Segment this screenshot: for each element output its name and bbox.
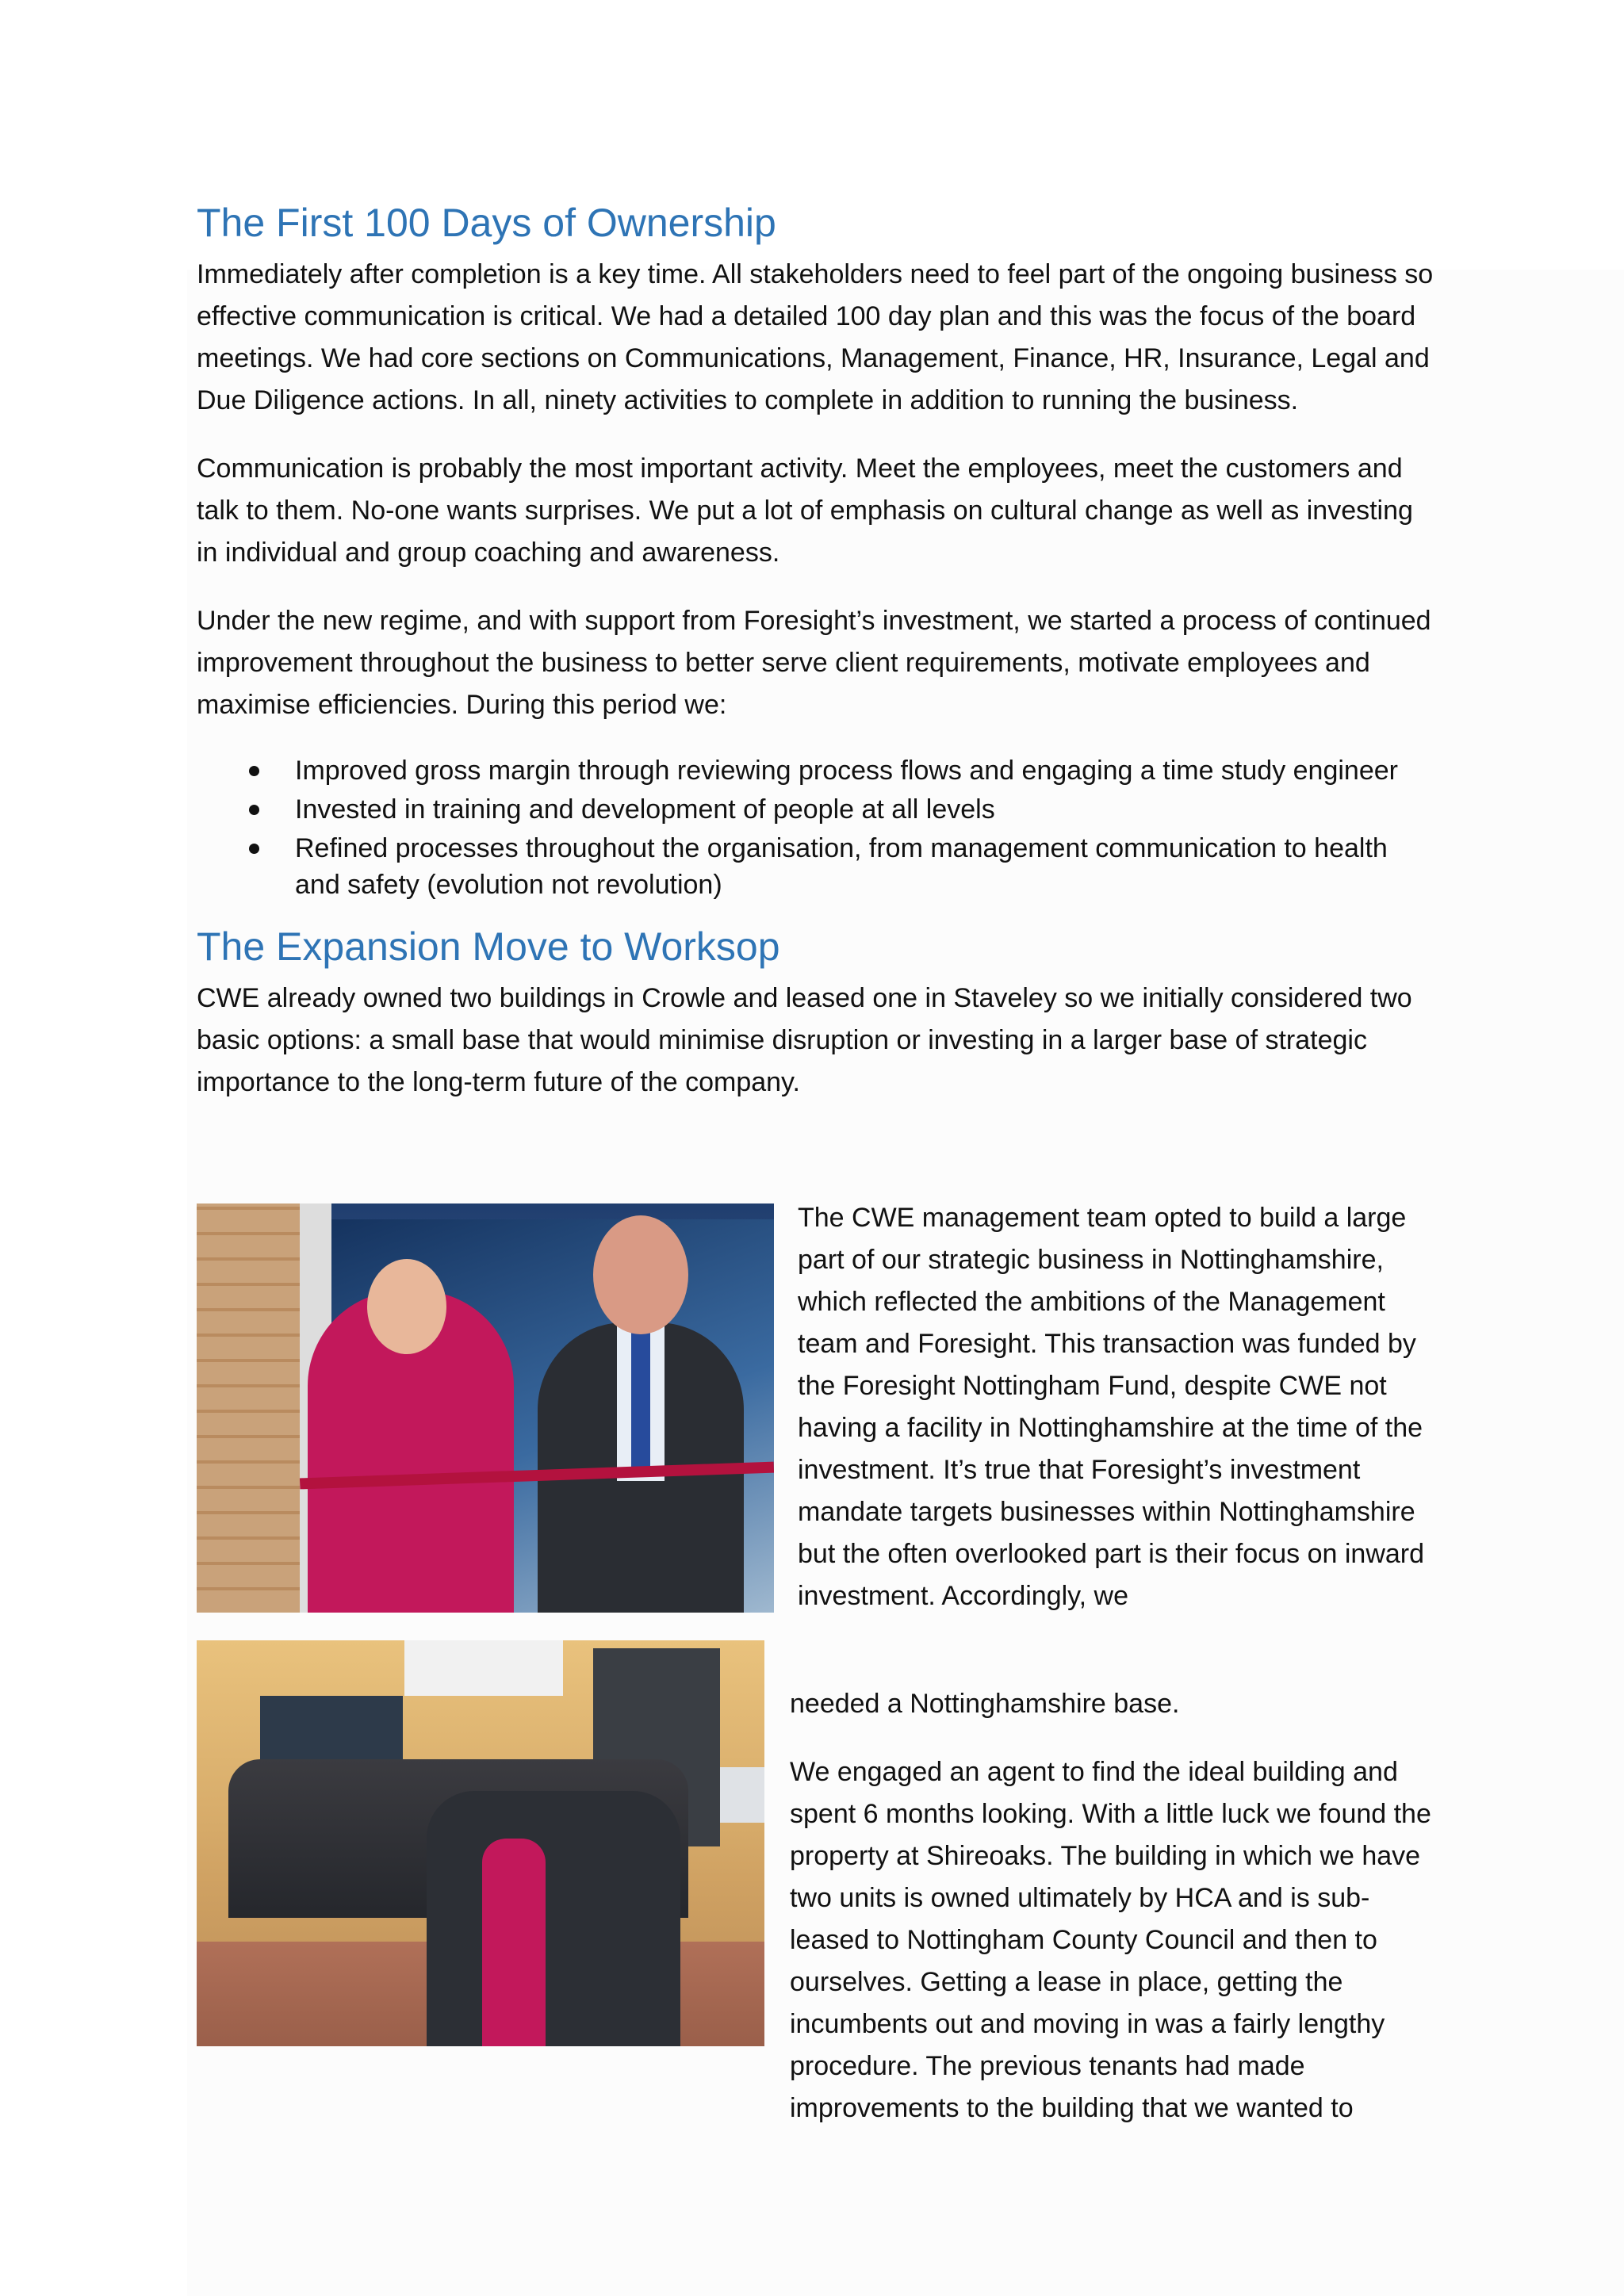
- bullet-icon: [249, 766, 259, 776]
- paragraph: Under the new regime, and with support from Foresight’s investment, we started a process of continued improvement throughout the business to better serve client requirements, motivate employees and maximise efficiencies. During this period we:: [197, 606, 1431, 720]
- list-item-text: Improved gross margin through reviewing process flows and engaging a time study engineer: [295, 756, 1398, 786]
- bullet-icon: [249, 844, 259, 854]
- section-heading-first-100-days: The First 100 Days of Ownership: [197, 201, 776, 245]
- list-item: [197, 830, 1434, 903]
- paragraph: Communication is probably the most important activity. Meet the employees, meet the customers and talk to them. No-one wants surprises. We put a lot of emphasis on cultural change as well as investing in individual and group coaching and awareness.: [197, 453, 1413, 568]
- list-item-text: Invested in training and development of people at all levels: [295, 794, 995, 825]
- list-item-text: Refined processes throughout the organisation, from management communication to health and safety (evolution not revolution): [295, 833, 1388, 900]
- section-heading-expansion: The Expansion Move to Worksop: [197, 924, 780, 969]
- paragraph-right-column-end: needed a Nottinghamshire base.: [790, 1689, 1180, 1719]
- paragraph: CWE already owned two buildings in Crowle and leased one in Staveley so we initially considered two basic options: a small base that would minimise disruption or investing in a larger base of strategic importance to the long-term future of the company.: [197, 983, 1412, 1097]
- group-photo: [197, 1640, 764, 2046]
- ribbon-cutting-photo: [197, 1203, 774, 1613]
- main-content: [197, 198, 1434, 1130]
- list-item: [197, 752, 1434, 789]
- list-item: [197, 791, 1434, 828]
- bullet-list: [197, 752, 1434, 903]
- bullet-icon: [249, 805, 259, 815]
- paragraph-right-column: We engaged an agent to find the ideal building and spent 6 months looking. With a little luck we found the property at Shireoaks. The building in which we have two units is owned ultimately by HCA and is sub-leased to Nottingham County Council and then to ourselves. Getting a lease in place, getting the incumbents out and moving in was a fairly lengthy procedure. The previous tenants had made improvements to the building that we wanted to: [790, 1757, 1431, 2123]
- paragraph-right-column: The CWE management team opted to build a large part of our strategic business in Nottinghamshire, which reflected the ambitions of the Management team and Foresight. This transaction was funded by the Foresight Nottingham Fund, despite CWE not having a facility in Nottinghamshire at the time of the investment. It’s true that Foresight’s investment mandate targets businesses within Nottinghamshire but the often overlooked part is their focus on inward investment. Accordingly, we: [798, 1203, 1425, 1611]
- paragraph: Immediately after completion is a key time. All stakeholders need to feel part of the ongoing business so effective communication is critical. We had a detailed 100 day plan and this was the focus of the board meetings. We had core sections on Communications, Management, Finance, HR, Insurance, Legal and Due Diligence actions. In all, ninety activities to complete in addition to running the business.: [197, 259, 1434, 415]
